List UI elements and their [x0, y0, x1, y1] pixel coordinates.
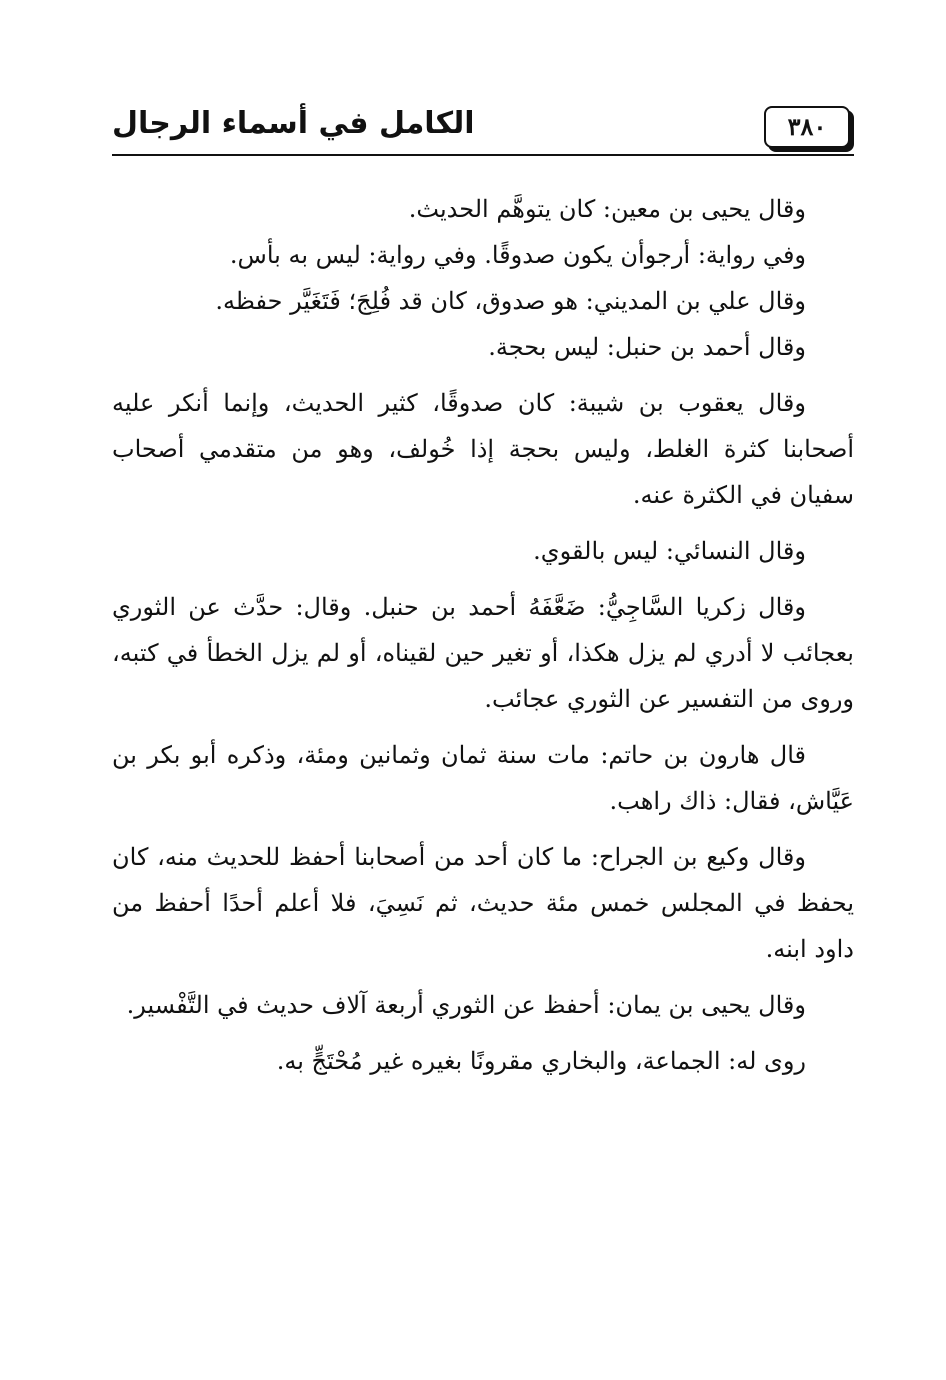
- paragraph-9: وقال وكيع بن الجراح: ما كان أحد من أصحابنا أحفظ للحديث منه، كان يحفظ في المجلس خمس مئة حديث، ثم نَسِيَ، فلا أعلم أحدًا أحفظ من داود ابنه.: [112, 843, 854, 963]
- header-rule: [112, 154, 854, 156]
- paragraph-1: وقال يحيى بن معين: كان يتوهَّم الحديث.: [408, 195, 806, 223]
- page-number: ٣٨٠: [787, 112, 827, 141]
- paragraph-7: وقال زكريا السَّاجِيُّ: ضَعَّفَهُ أحمد بن حنبل. وقال: حدَّث عن الثوري بعجائب لا أدري لم يزل هكذا، أو تغير حين لقيناه، أو لم يزل الخطأ في كتبه، وروى من التفسير عن الثوري عجائب.: [112, 593, 854, 713]
- paragraph-5: وقال يعقوب بن شيبة: كان صدوقًا، كثير الحديث، وإنما أنكر عليه أصحابنا كثرة الغلط، وليس بحجة إذا خُولف، وهو من متقدمي أصحاب سفيان في الكثرة عنه.: [112, 389, 854, 509]
- paragraph-11: روى له: الجماعة، والبخاري مقرونًا بغيره غير مُحْتَجٍّ به.: [276, 1047, 806, 1075]
- paragraph-6: وقال النسائي: ليس بالقوي.: [533, 537, 806, 565]
- paragraph-8: قال هارون بن حاتم: مات سنة ثمان وثمانين ومئة، وذكره أبو بكر بن عَيَّاش، فقال: ذاك راهب.: [112, 741, 854, 815]
- paragraph-10: وقال يحيى بن يمان: أحفظ عن الثوري أربعة آلاف حديث في التَّفْسير.: [126, 991, 806, 1019]
- paragraph-4: وقال أحمد بن حنبل: ليس بحجة.: [488, 333, 806, 361]
- page-number-box: [764, 106, 850, 148]
- page-header: [112, 98, 854, 156]
- paragraph-2: وفي رواية: أرجوأن يكون صدوقًا. وفي رواية: ليس به بأس.: [229, 241, 806, 269]
- page-body: [112, 186, 854, 1084]
- book-title: الكامل في أسماء الرجال: [112, 106, 475, 141]
- paragraph-3: وقال علي بن المديني: هو صدوق، كان قد فُلِجَ؛ فَتَغَيَّر حفظه.: [215, 287, 806, 315]
